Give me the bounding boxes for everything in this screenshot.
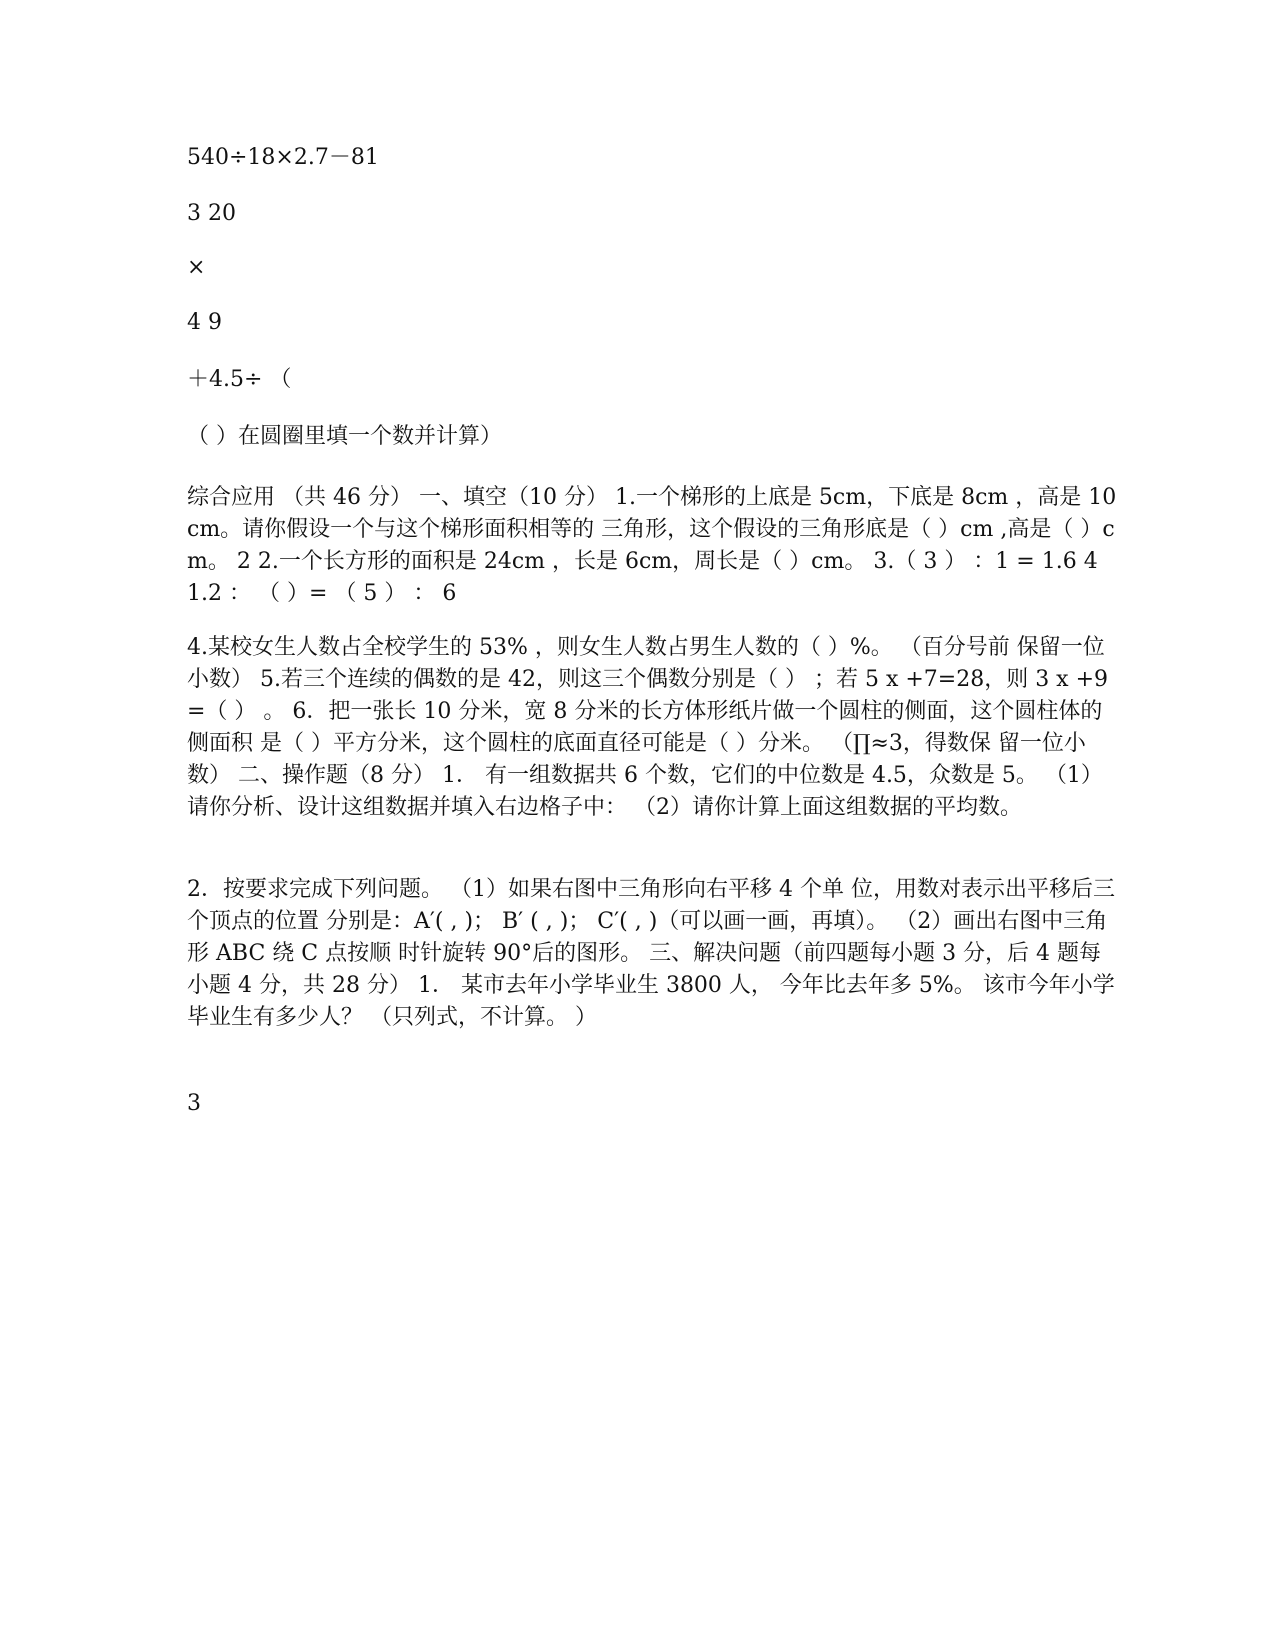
fraction-numbers-line: 3 20 xyxy=(187,201,236,226)
expression-line: ＋4.5÷ （ xyxy=(187,367,292,392)
fill-in-section-paragraph: 综合应用 （共 46 分） 一、填空（10 分） 1.一个梯形的上底是 5cm，下底是 8cm ，高是 10cm。请你假设一个与这个梯形面积相等的 三角形，这个假设的三角形底是（ ）cm ,高是（ ）cm。 2 2.一个长方形的面积是 24cm ，长是 6cm，周长是（ ）cm。 3.（ 3 ） ：1 = 1.6 4 1.2 ： （ ）= （ 5 ） ： 6 xyxy=(187,485,1117,606)
problems-paragraph: 2．按要求完成下列问题。 （1）如果右图中三角形向右平移 4 个单 位，用数对表示出平移后三个顶点的位置 分别是：A′( , )； B′ ( , )； C′( , )（可以画一画，再填）。 （2）画出右图中三角形 ABC 绕 C 点按顺 时针旋转 90°后的图形。 三、解决问题（前四题每小题 3 分，后 4 题每小题 4 分，共 28 分） 1． 某市去年小学毕业生 3800 人， 今年比去年多 5%。 该市今年小学毕业生有多少人？ （只列式，不计算。 ） xyxy=(187,877,1115,1030)
multiply-sign-line: × xyxy=(187,255,206,280)
expression-line: 540÷18×2.7－81 xyxy=(187,145,379,170)
page-number: 3 xyxy=(187,1091,201,1116)
fraction-numbers-line: 4 9 xyxy=(187,310,222,335)
instruction-line: （ ）在圆圈里填一个数并计算） xyxy=(187,424,502,449)
questions-paragraph: 4.某校女生人数占全校学生的 53% ，则女生人数占男生人数的（ ）%。 （百分号前 保留一位小数） 5.若三个连续的偶数的是 42，则这三个偶数分别是（ ） ；若 5 x +7=28，则 3 x +9=（ ） 。 6．把一张长 10 分米，宽 8 分米的长方体形纸片做一个圆柱的侧面，这个圆柱体的侧面积 是（ ）平方分米，这个圆柱的底面直径可能是（ ）分米。 （∏≈3，得数保 留一位小数） 二、操作题（8 分） 1． 有一组数据共 6 个数，它们的中位数是 4.5，众数是 5。 （1）请你分析、设计这组数据并填入右边格子中： （2）请你计算上面这组数据的平均数。 xyxy=(187,635,1109,820)
